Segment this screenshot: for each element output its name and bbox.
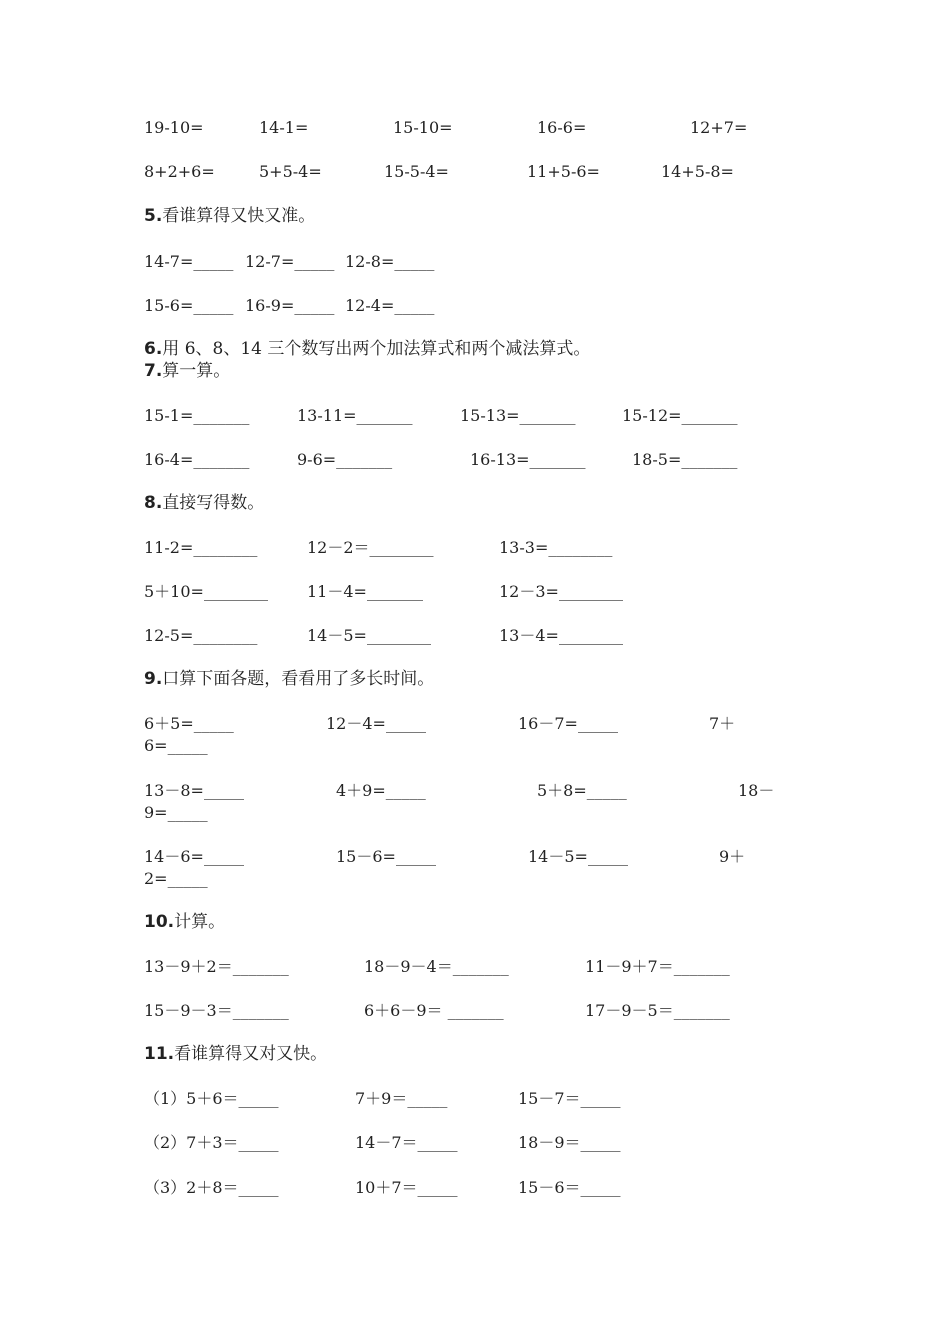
expression: 16-13=_______: [470, 450, 586, 469]
expression: 13－4=________: [499, 626, 623, 645]
question-number: 6.: [144, 339, 163, 359]
expression: 12－3=________: [499, 582, 623, 601]
expression: （3）2＋8＝_____: [144, 1178, 279, 1197]
question-number: 5.: [144, 206, 163, 226]
expression: 16-6=: [537, 118, 587, 137]
question-title: 看谁算得又对又快。: [174, 1044, 328, 1064]
expression: 12－2＝________: [307, 538, 434, 557]
question-title: 算一算。: [162, 361, 231, 381]
question-8-heading: [144, 492, 264, 514]
expression: 15-5-4=: [384, 162, 449, 181]
expression: （1）5＋6＝_____: [144, 1089, 279, 1108]
expression: 14－6=_____: [144, 847, 244, 866]
expression: 15－6=_____: [336, 847, 436, 866]
question-10-heading: [144, 911, 225, 933]
expression: 11－4=_______: [307, 582, 423, 601]
expression: （2）7＋3＝_____: [144, 1133, 279, 1152]
expression: 18－9＝_____: [518, 1133, 621, 1152]
expression: 13－8=_____: [144, 781, 244, 800]
question-number: 8.: [144, 493, 163, 513]
expression: 11-2=________: [144, 538, 258, 557]
expression: 15-10=: [393, 118, 453, 137]
expression: 7＋: [709, 714, 736, 733]
question-9-heading: [144, 668, 434, 690]
question-number: 9.: [144, 669, 163, 689]
expression: 8+2+6=: [144, 162, 215, 181]
expression: 5＋10=________: [144, 582, 268, 601]
expression: 5＋8=_____: [537, 781, 627, 800]
expression: 13-3=________: [499, 538, 613, 557]
expression: 16-4=_______: [144, 450, 250, 469]
expression: 18－: [738, 781, 775, 800]
expression: 15-13=_______: [460, 406, 576, 425]
expression: 18－9－4＝_______: [364, 957, 509, 976]
expression: 15－7＝_____: [518, 1089, 621, 1108]
question-title: 直接写得数。: [162, 493, 265, 513]
question-11-heading: [144, 1043, 327, 1065]
expression: 12-8=_____: [345, 252, 435, 271]
expression: 11－9＋7＝_______: [585, 957, 730, 976]
expression: 15-6=_____: [144, 296, 234, 315]
question-title: 用 6、8、14 三个数写出两个加法算式和两个减法算式。: [162, 339, 591, 359]
expression-continued: 9=_____: [144, 803, 208, 822]
question-7-heading: [144, 360, 230, 382]
question-title: 看谁算得又快又准。: [162, 206, 316, 226]
expression: 12-7=_____: [245, 252, 335, 271]
expression: 11+5-6=: [527, 162, 600, 181]
expression: 14-7=_____: [144, 252, 234, 271]
expression: 5+5-4=: [259, 162, 322, 181]
expression: 14－7＝_____: [355, 1133, 458, 1152]
expression: 15－6＝_____: [518, 1178, 621, 1197]
expression: 12-5=________: [144, 626, 258, 645]
expression: 6＋5=_____: [144, 714, 234, 733]
question-5-heading: [144, 205, 315, 227]
expression-continued: 2=_____: [144, 869, 208, 888]
expression: 6＋6－9＝ _______: [364, 1001, 504, 1020]
question-title: 计算。: [174, 912, 226, 932]
expression: 16－7=_____: [518, 714, 618, 733]
question-number: 10.: [144, 912, 175, 932]
expression: 12+7=: [690, 118, 748, 137]
expression: 14－5=________: [307, 626, 431, 645]
expression: 16-9=_____: [245, 296, 335, 315]
expression: 4＋9=_____: [336, 781, 426, 800]
expression: 14-1=: [259, 118, 309, 137]
expression-continued: 6=_____: [144, 736, 208, 755]
expression: 17－9－5＝_______: [585, 1001, 730, 1020]
expression: 9-6=_______: [297, 450, 393, 469]
expression: 15-12=_______: [622, 406, 738, 425]
expression: 12-4=_____: [345, 296, 435, 315]
expression: 18-5=_______: [632, 450, 738, 469]
question-title: 口算下面各题，看看用了多长时间。: [162, 669, 435, 689]
expression: 12－4=_____: [326, 714, 426, 733]
expression: 13-11=_______: [297, 406, 413, 425]
expression: 14－5=_____: [528, 847, 628, 866]
question-number: 7.: [144, 361, 163, 381]
expression: 13－9＋2＝_______: [144, 957, 289, 976]
expression: 15－9－3＝_______: [144, 1001, 289, 1020]
expression: 15-1=_______: [144, 406, 250, 425]
expression: 10＋7＝_____: [355, 1178, 458, 1197]
expression: 9＋: [719, 847, 746, 866]
question-number: 11.: [144, 1044, 175, 1064]
expression: 14+5-8=: [661, 162, 734, 181]
question-6-heading: [144, 338, 590, 360]
expression: 19-10=: [144, 118, 204, 137]
expression: 7＋9＝_____: [355, 1089, 448, 1108]
